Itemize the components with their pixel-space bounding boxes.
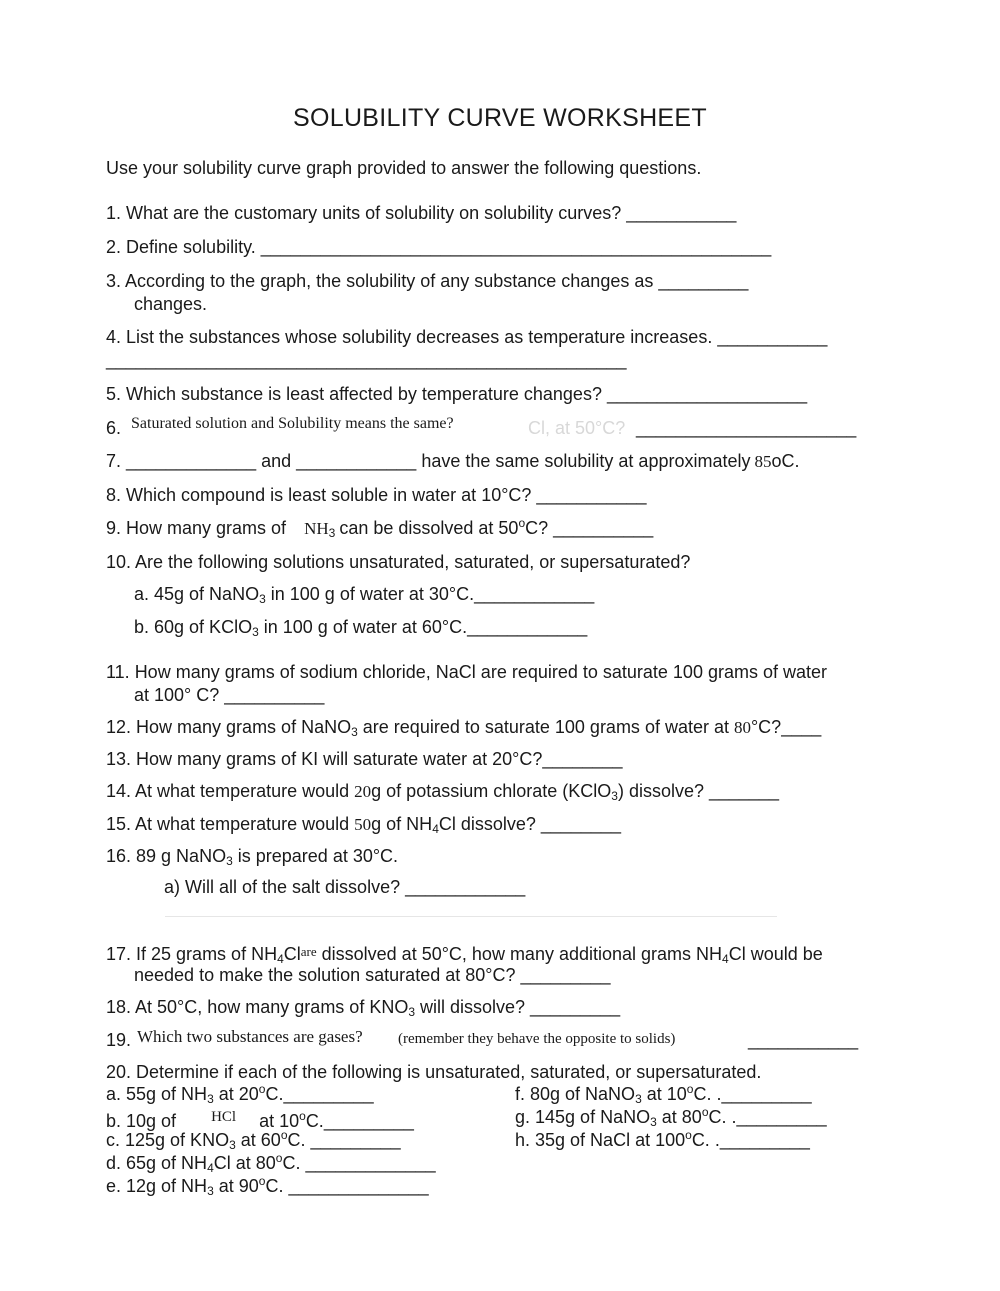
question-10a-subscript: 3	[259, 592, 266, 606]
question-20d-subscript: 4	[207, 1161, 214, 1175]
question-12-text: 12. How many grams of NaNO	[106, 717, 352, 737]
question-17-line-2: needed to make the solution saturated at 80°C? _________	[134, 965, 611, 985]
question-20c-subscript: 3	[229, 1138, 236, 1152]
question-12	[106, 716, 821, 739]
question-20f-mid: at 10	[641, 1084, 687, 1104]
question-10a-end: in 100 g of water at 30°C.____________	[265, 584, 595, 604]
question-16a: a) Will all of the salt dissolve? ____________	[164, 877, 526, 897]
question-16-subscript: 3	[226, 854, 233, 868]
question-20e-superscript: o	[258, 1174, 266, 1188]
question-3-line-2: changes.	[134, 294, 208, 314]
question-9	[106, 517, 653, 540]
question-20e-end: C. ______________	[265, 1176, 429, 1196]
question-14-end: ) dissolve? _______	[617, 781, 780, 801]
question-20d-end: C. _____________	[282, 1153, 436, 1173]
question-10b-end: in 100 g of water at 60°C.____________	[258, 617, 588, 637]
question-20a-subscript: 3	[207, 1092, 214, 1106]
question-20b-text: b. 10g of	[106, 1111, 182, 1131]
question-20h-text: h. 35g of NaCl at 100	[515, 1130, 686, 1150]
question-20a-end: C._________	[265, 1084, 374, 1104]
question-17-line-1	[106, 941, 823, 965]
question-6-number: 6.	[106, 418, 122, 438]
question-1: 1. What are the customary units of solubility on solubility curves? ___________	[106, 203, 737, 223]
question-20d-mid: Cl at 80	[213, 1153, 276, 1173]
question-12-end: °C?____	[750, 717, 822, 737]
question-20: 20. Determine if each of the following is unsaturated, saturated, or supersaturated.	[106, 1062, 762, 1082]
question-20g	[515, 1106, 827, 1128]
question-20a-superscript: o	[258, 1082, 266, 1096]
question-10b	[134, 616, 587, 638]
question-20h	[515, 1129, 810, 1151]
question-20d	[106, 1152, 436, 1174]
question-17-end: dissolved at 50°C, how many additional grams NH	[316, 944, 723, 964]
question-20a-mid: at 20	[213, 1084, 259, 1104]
question-11-line-1: 11. How many grams of sodium chloride, NaCl are required to saturate 100 grams of water	[106, 662, 827, 682]
question-20b-superscript: o	[299, 1109, 306, 1123]
question-15-end: Cl dissolve? ________	[438, 814, 622, 834]
question-20h-superscript: o	[685, 1128, 692, 1142]
question-15-subscript: 4	[432, 822, 439, 836]
question-20g-mid: at 80	[656, 1107, 702, 1127]
question-7	[106, 450, 800, 473]
question-15-overlay: 50	[354, 815, 372, 834]
question-20f-end: C. ._________	[693, 1084, 812, 1104]
question-20b-mid: at 10	[254, 1111, 300, 1131]
question-20d-superscript: o	[275, 1151, 283, 1165]
question-20e-subscript: 3	[207, 1184, 214, 1198]
question-20g-end: C. ._________	[708, 1107, 827, 1127]
question-20g-subscript: 3	[650, 1115, 657, 1129]
question-12-overlay: 80	[733, 718, 751, 737]
question-10b-subscript: 3	[252, 625, 259, 639]
question-20e-mid: at 90	[213, 1176, 259, 1196]
question-4-line-1: 4. List the substances whose solubility decreases as temperature increases. ___________	[106, 327, 828, 347]
question-10a	[134, 583, 594, 605]
question-15	[106, 813, 621, 836]
question-20c-end: C. _________	[287, 1130, 401, 1150]
question-20f-text: f. 80g of NaNO	[515, 1084, 636, 1104]
question-12-subscript: 3	[351, 725, 358, 739]
question-11-line-2: at 100° C? __________	[134, 685, 325, 705]
question-14-text: 14. At what temperature would	[106, 781, 355, 801]
question-8: 8. Which compound is least soluble in water at 10°C? ___________	[106, 485, 647, 505]
question-17-overlay: are	[300, 944, 317, 959]
question-17-text: 17. If 25 grams of NH	[106, 944, 278, 964]
question-9-overlay: NH	[304, 519, 329, 538]
question-9-subscript: 3	[328, 526, 336, 540]
question-10b-text: b. 60g of KClO	[134, 617, 253, 637]
question-15-text: 15. At what temperature would	[106, 814, 355, 834]
question-20b-overlay: HCl	[211, 1109, 237, 1125]
question-20e-text: e. 12g of NH	[106, 1176, 208, 1196]
question-10: 10. Are the following solutions unsaturated, saturated, or supersaturated?	[106, 552, 691, 572]
question-6-overlay-text: Saturated solution and Solubility means the same?	[131, 415, 454, 432]
question-7-overlay: 85	[754, 452, 772, 471]
question-18	[106, 996, 620, 1018]
question-14-overlay: 20	[354, 782, 372, 801]
question-3-line-1: 3. According to the graph, the solubility of any substance changes as _________	[106, 271, 749, 291]
question-19-answer-blank: ___________	[748, 1030, 859, 1050]
question-20f	[515, 1083, 812, 1105]
question-20h-end: C. ._________	[691, 1130, 810, 1150]
question-9-text: 9. How many grams of	[106, 518, 287, 538]
intro-text: Use your solubility curve graph provided to answer the following questions.	[106, 158, 702, 178]
question-9-superscript: o	[518, 516, 526, 530]
question-20g-superscript: o	[701, 1105, 709, 1119]
question-9-tail: C? __________	[525, 518, 654, 538]
worksheet-title: SOLUBILITY CURVE WORKSHEET	[293, 104, 707, 132]
faded-erased-line	[165, 916, 777, 917]
question-5: 5. Which substance is least affected by temperature changes? ____________________	[106, 384, 808, 404]
question-20f-subscript: 3	[635, 1092, 642, 1106]
question-17-mid: Cl	[283, 944, 301, 964]
question-20a	[106, 1083, 374, 1105]
question-17-subscript-2: 4	[722, 952, 729, 966]
question-17-subscript: 4	[277, 952, 284, 966]
question-7-text: 7. _____________ and ____________ have the same solubility at approximately	[106, 451, 751, 471]
question-20c-text: c. 125g of KNO	[106, 1130, 230, 1150]
question-6-answer-blank: ______________________	[636, 418, 857, 438]
question-19-number: 19.	[106, 1030, 132, 1050]
question-18-subscript: 3	[408, 1005, 416, 1019]
question-10a-text: a. 45g of NaNO	[134, 584, 260, 604]
question-20f-superscript: o	[686, 1082, 694, 1096]
question-14-subscript: 3	[611, 789, 618, 803]
question-18-end: will dissolve? _________	[415, 997, 621, 1017]
question-20a-text: a. 55g of NH	[106, 1084, 208, 1104]
question-20d-text: d. 65g of NH	[106, 1153, 208, 1173]
question-17-tail: Cl would be	[728, 944, 823, 964]
question-19-overlay-text: Which two substances are gases?	[137, 1027, 363, 1046]
question-20b-end: C._________	[305, 1111, 414, 1131]
question-16-end: is prepared at 30°C.	[232, 846, 399, 866]
question-20c-mid: at 60	[235, 1130, 281, 1150]
question-20g-text: g. 145g of NaNO	[515, 1107, 651, 1127]
question-4-line-2: ____________________________________________________	[106, 350, 627, 370]
question-9-end: can be dissolved at 50	[339, 518, 519, 538]
question-18-text: 18. At 50°C, how many grams of KNO	[106, 997, 409, 1017]
question-16	[106, 845, 398, 867]
question-20c	[106, 1129, 401, 1151]
question-14	[106, 780, 779, 803]
question-12-mid: are required to saturate 100 grams of water at	[357, 717, 734, 737]
question-7-end: oC.	[771, 451, 800, 471]
question-6-faded-text: Cl, at 50°C?	[528, 418, 626, 438]
question-19-note: (remember they behave the opposite to solids)	[398, 1031, 676, 1047]
question-2: 2. Define solubility. ___________________________________________________	[106, 237, 772, 257]
question-20e	[106, 1175, 429, 1197]
question-13: 13. How many grams of KI will saturate water at 20°C?________	[106, 749, 623, 769]
question-16-text: 16. 89 g NaNO	[106, 846, 227, 866]
question-15-mid: g of NH	[371, 814, 433, 834]
question-20c-superscript: o	[280, 1128, 288, 1142]
question-14-mid: g of potassium chlorate (KClO	[371, 781, 612, 801]
